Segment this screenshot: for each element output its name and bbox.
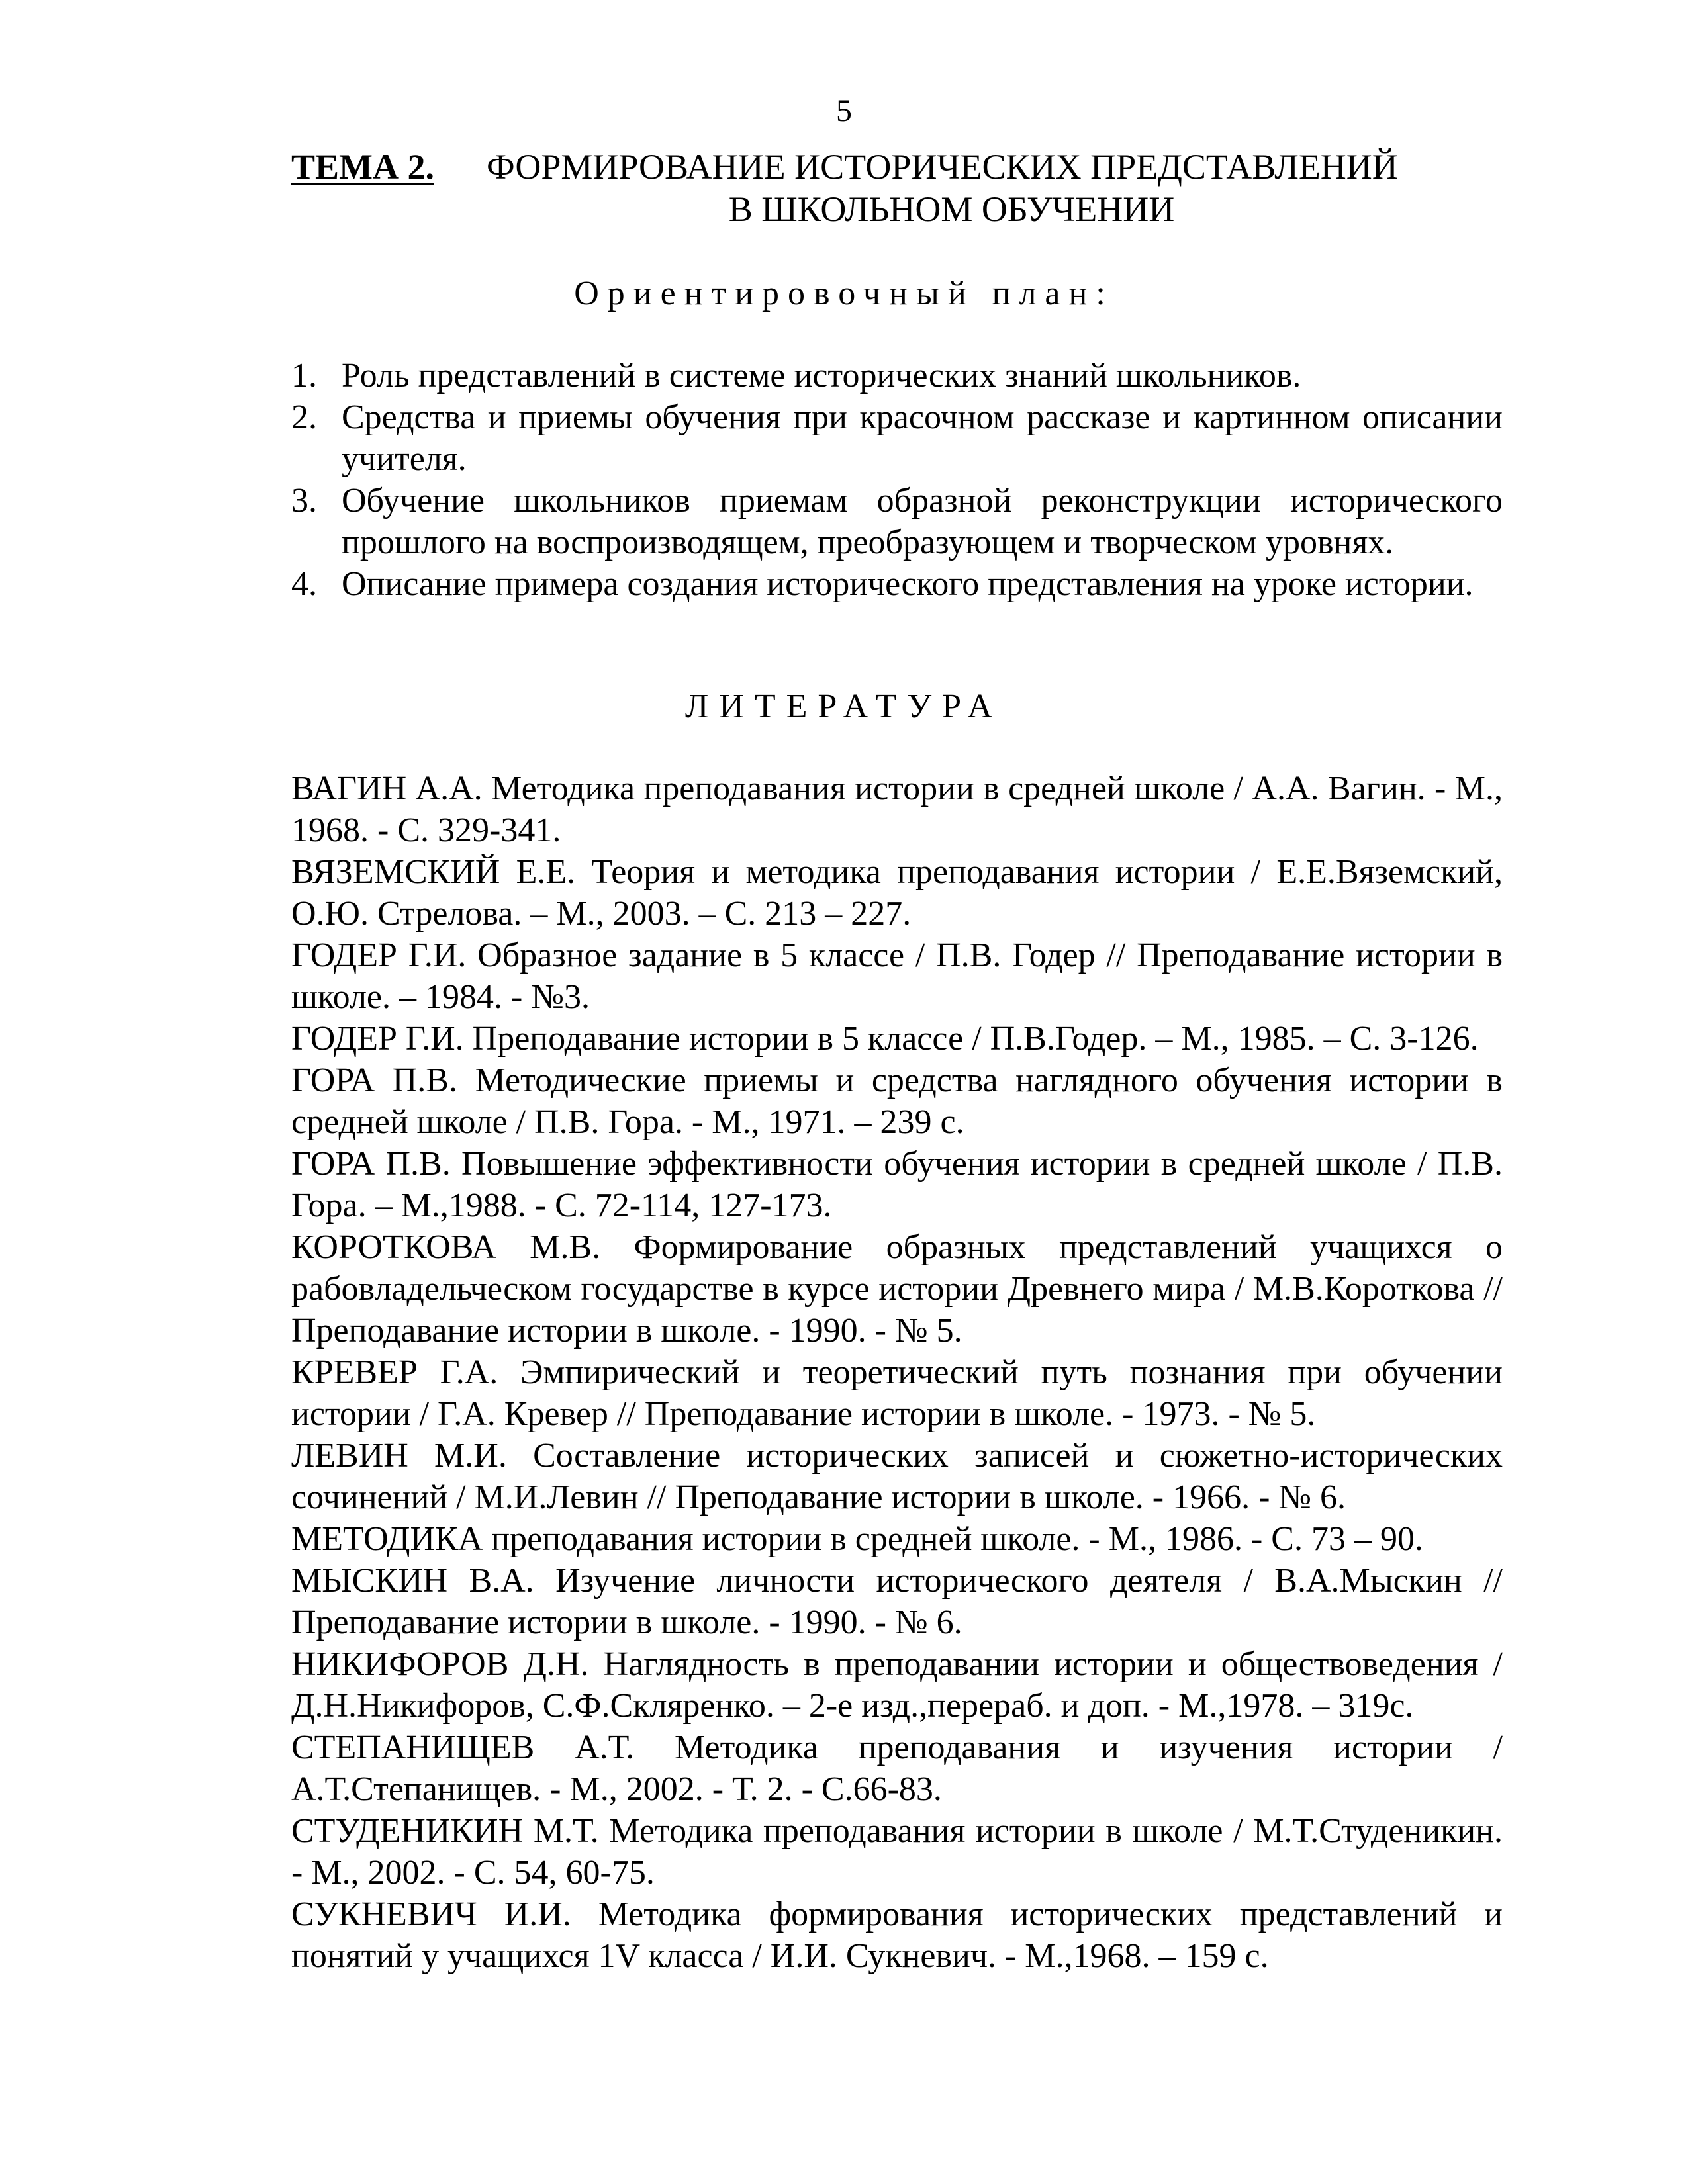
literature-item: ГОДЕР Г.И. Преподавание истории в 5 классе / П.В.Годер. – М., 1985. – С. 3-126. bbox=[291, 1020, 1479, 1058]
literature-item: СТЕПАНИЩЕВ А.Т. Методика преподавания и изучения истории / А.Т.Степанищев. - М., 2002. - Т. 2. - С.66-83. bbox=[291, 1729, 1503, 1808]
literature-item: ВЯЗЕМСКИЙ Е.Е. Теория и методика преподавания истории / Е.Е.Вяземский, О.Ю. Стрелова. – М., 2003. – С. 213 – 227. bbox=[291, 853, 1503, 933]
literature-heading: ЛИТЕРАТУРА bbox=[685, 688, 1003, 725]
literature-item: МЫСКИН В.А. Изучение личности исторического деятеля / В.А.Мыскин // Преподавание истории в школе. - 1990. - № 6. bbox=[291, 1562, 1503, 1641]
plan-item-text: Роль представлений в системе исторических знаний школьников. bbox=[342, 357, 1301, 394]
literature-item: ГОРА П.В. Методические приемы и средства наглядного обучения истории в средней школе / П.В. Гора. - М., 1971. – 239 с. bbox=[291, 1062, 1503, 1141]
literature-item: СУКНЕВИЧ И.И. Методика формирования исторических представлений и понятий у учащихся 1V класса / И.И. Сукневич. - М.,1968. – 159 с. bbox=[291, 1895, 1503, 1975]
literature-item: НИКИФОРОВ Д.Н. Наглядность в преподавании истории и обществоведения / Д.Н.Никифоров, С.Ф.Скляренко. – 2-е изд.,перераб. и доп. - М.,1978. – 319с. bbox=[291, 1645, 1503, 1725]
literature-item: КРЕВЕР Г.А. Эмпирический и теоретический путь познания при обучении истории / Г.А. Кревер // Преподавание истории в школе. - 1973. - № 5. bbox=[291, 1353, 1503, 1433]
plan-item-number: 3. bbox=[291, 482, 317, 520]
literature-list bbox=[291, 768, 1503, 1977]
plan-list bbox=[291, 355, 1503, 605]
plan-item bbox=[291, 396, 1503, 480]
literature-item: МЕТОДИКА преподавания истории в средней школе. - М., 1986. - С. 73 – 90. bbox=[291, 1520, 1423, 1558]
literature-item: ГОДЕР Г.И. Образное задание в 5 классе / П.В. Годер // Преподавание истории в школе. – 1984. - №3. bbox=[291, 936, 1503, 1016]
theme-label: ТЕМА 2. bbox=[291, 147, 434, 187]
theme-title-line1: ФОРМИРОВАНИЕ ИСТОРИЧЕСКИХ ПРЕДСТАВЛЕНИЙ bbox=[487, 147, 1398, 187]
plan-item bbox=[291, 355, 1503, 396]
plan-heading: Ориентировочный план: bbox=[574, 275, 1114, 312]
plan-item-text: Описание примера создания исторического представления на уроке истории. bbox=[342, 565, 1474, 603]
plan-item-number: 4. bbox=[291, 565, 317, 603]
literature-item: ЛЕВИН М.И. Составление исторических записей и сюжетно-исторических сочинений / М.И.Левин // Преподавание истории в школе. - 1966. - № 6. bbox=[291, 1437, 1503, 1516]
literature-item: ГОРА П.В. Повышение эффективности обучения истории в средней школе / П.В. Гора. – М.,1988. - С. 72-114, 127-173. bbox=[291, 1145, 1503, 1224]
plan-item-text: Обучение школьников приемам образной реконструкции исторического прошлого на воспроизводящем, преобразующем и творческом уровнях. bbox=[342, 482, 1503, 561]
literature-item: КОРОТКОВА М.В. Формирование образных представлений учащихся о рабовладельческом государстве в курсе истории Древнего мира / М.В.Короткова // Преподавание истории в школе. - 1990. - № 5. bbox=[291, 1228, 1503, 1349]
plan-item bbox=[291, 480, 1503, 563]
plan-item bbox=[291, 563, 1503, 605]
literature-item: ВАГИН А.А. Методика преподавания истории в средней школе / А.А. Вагин. - М., 1968. - С. 329-341. bbox=[291, 770, 1503, 849]
theme-title-line2: В ШКОЛЬНОМ ОБУЧЕНИИ bbox=[728, 189, 1175, 229]
page-number: 5 bbox=[836, 93, 852, 128]
plan-item-text: Средства и приемы обучения при красочном рассказе и картинном описании учителя. bbox=[342, 398, 1503, 478]
plan-item-number: 2. bbox=[291, 398, 317, 436]
plan-item-number: 1. bbox=[291, 357, 317, 394]
literature-item: СТУДЕНИКИН М.Т. Методика преподавания истории в школе / М.Т.Студеникин. - М., 2002. - С. 54, 60-75. bbox=[291, 1812, 1503, 1891]
